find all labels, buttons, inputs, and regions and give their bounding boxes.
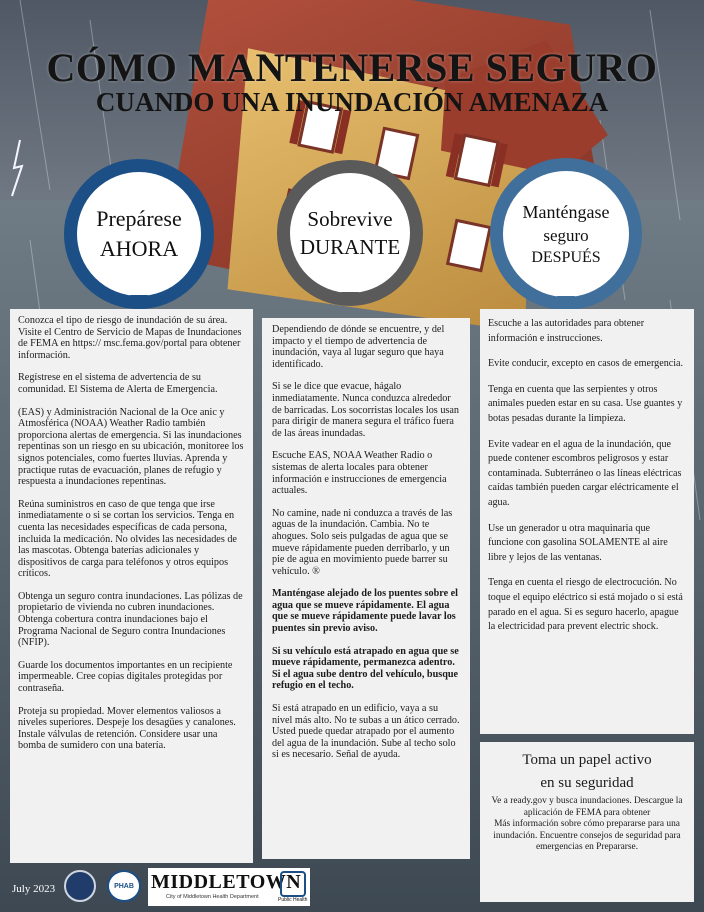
- arrow-down-icon: [130, 295, 148, 307]
- after-paragraph: Evite conducir, excepto en casos de emergencia.: [488, 358, 684, 370]
- active-role-title-line1: Toma un papel activo: [522, 752, 652, 768]
- during-paragraph: Dependiendo de dónde se encuentre, y del impacto y el tiempo de advertencia de inundación, vaya al lugar seguro que haya identificado.: [272, 324, 445, 370]
- stay-safe-after-panel: [480, 309, 694, 734]
- after-circle-line2: seguro: [543, 225, 589, 245]
- stay-safe-after-circle: [490, 158, 642, 310]
- prepare-paragraph: Regístrese en el sistema de advertencia de su comunidad. El Sistema de Alerta de Emergencia.: [18, 372, 218, 395]
- middletown-subtitle: City of Middletown Health Department: [166, 894, 259, 900]
- prepare-paragraph: Guarde los documentos importantes en un recipiente impermeable. Cree copias digitales protegidas por contraseña.: [18, 659, 233, 695]
- after-circle-line1: Manténgase: [522, 201, 610, 222]
- after-paragraph: Tenga en cuenta que las serpientes y otros animales pueden estar en su casa. Use guantes y botas pesadas durante la limpieza.: [488, 383, 683, 424]
- page-subtitle: CUANDO UNA INUNDACIÓN AMENAZA: [95, 87, 609, 117]
- public-health-badge-icon: [280, 871, 306, 897]
- middletown-logo: [148, 868, 310, 906]
- active-role-text: Más información sobre cómo prepararse para una inundación. Encuentre consejos de seguridad para emergencias en Prepararse.: [493, 819, 681, 853]
- after-paragraph: Evite vadear en el agua de la inundación, que puede contener escombros peligrosos y estar contaminada. Subterráneo o las líneas eléctricas caídas también pueden cargar eléctricamente el agua.: [488, 438, 682, 508]
- after-paragraph: Tenga en cuenta el riesgo de electrocución. No toque el equipo eléctrico si está mojado o si está parado en el agua. Si es seguro hacerlo, apague la electricidad para prevent electric shock.: [488, 577, 683, 633]
- prepare-paragraph: Conozca el tipo de riesgo de inundación de su área. Visite el Centro de Servicio de Mapas de Inundaciones de FEMA en https:// msc.fema.gov/portal para obtener información.: [18, 315, 242, 361]
- prepare-paragraph: Proteja su propiedad. Mover elementos valiosos a niveles superiores. Despeje los desagües y canalones. Instale válvulas de retención. Considere usar una bomba de sumidero con una batería.: [18, 705, 236, 752]
- prepare-circle-line2: AHORA: [99, 236, 179, 261]
- prepare-paragraph: Reúna suministros en caso de que tenga que irse inmediatamente o si se cortan los servicios. Tenga en cuenta las necesidades específicas de cada persona, incluida la medicación. No olvides las necesidades de las mascotas. Obtenga baterías adicionales y dispositivos de carga para teléfonos y otros equipos críticos.: [18, 498, 237, 580]
- phab-logo: PHAB: [107, 870, 141, 902]
- active-role-title-line2: en su seguridad: [540, 775, 634, 791]
- during-paragraph: No camine, nade ni conduzca a través de las aguas de la inundación. Cambia. No te ahogues. Solo seis pulgadas de agua que se mueve rápidamente pueden derribarlo, y un pie de agua en movimiento puede barrer su vehículo. ®: [272, 507, 453, 577]
- prepare-paragraph: (EAS) y Administración Nacional de la Oce anic y Atmosférica (NOAA) Weather Radio también proporciona alertas de emergencia. Si las inundaciones repentinas son un riesgo en su ubicación, monitoree los signos potenciales, como fuertes lluvias. Aprenda y practique rutas de evacuación, planes de refugio y respuesta a inundaciones repentinas.: [18, 406, 244, 488]
- prepare-now-panel: [10, 309, 253, 863]
- during-paragraph: Si está atrapado en un edificio, vaya a su nivel más alto. No te subas a un ático cerrado. Usted puede quedar atrapado por el aumento del agua de la inundación. Sube al techo solo si es necesario. Señal de ayuda.: [272, 703, 460, 761]
- arrow-down-icon: [557, 296, 575, 308]
- active-role-box: [480, 742, 694, 902]
- publication-date: July 2023: [12, 883, 56, 895]
- prepare-paragraph: Obtenga un seguro contra inundaciones. Las pólizas de propietario de vivienda no cubren inundaciones. Obtenga cobertura contra inundaciones bajo el Programa Nacional de Seguro contra Inundaciones (NFIP).: [18, 590, 243, 649]
- after-circle-line3: DESPUÉS: [531, 248, 601, 266]
- after-paragraph: Use un generador u otra maquinaria que funcione con gasolina SOLAMENTE al aire libre y lejos de las ventanas.: [488, 522, 668, 563]
- survive-during-circle: [277, 160, 423, 306]
- prepare-now-circle: [64, 159, 214, 309]
- after-paragraph: Escuche a las autoridades para obtener información e instrucciones.: [488, 318, 645, 344]
- arrow-down-icon: [341, 292, 359, 304]
- prepare-circle-line1: Prepárese: [96, 206, 182, 231]
- during-paragraph: Escuche EAS, NOAA Weather Radio o sistemas de alerta locales para obtener información e instrucciones de emergencia actuales.: [272, 450, 447, 497]
- page-title: CÓMO MANTENERSE SEGURO: [46, 45, 658, 90]
- survive-circle-line2: DURANTE: [299, 235, 401, 259]
- survive-circle-line1: Sobrevive: [307, 207, 393, 231]
- active-role-text: Ve a ready.gov y busca inundaciones. Descargue la aplicación de FEMA para obtener: [491, 796, 683, 818]
- during-paragraph: Si se le dice que evacue, hágalo inmediatamente. Nunca conduzca alrededor de barricadas. Los socorristas locales los usan para dirigir de manera segura el tráfico fuera de las áreas inundadas.: [272, 381, 459, 439]
- public-health-label: Public Health: [278, 897, 308, 903]
- middletown-wordmark: MIDDLETOWN: [151, 871, 302, 893]
- dhs-seal-logo: [64, 870, 96, 902]
- survive-during-panel: [262, 318, 470, 859]
- during-paragraph-bold: Manténgase alejado de los puentes sobre el agua que se mueve rápidamente. El agua que se mueve rápidamente puede lavar los puentes sin previo aviso.: [272, 588, 459, 635]
- during-paragraph-bold: Si su vehículo está atrapado en agua que se mueve rápidamente, permanezca adentro. Si el agua sube dentro del vehículo, busque refugio en el techo.: [272, 645, 459, 692]
